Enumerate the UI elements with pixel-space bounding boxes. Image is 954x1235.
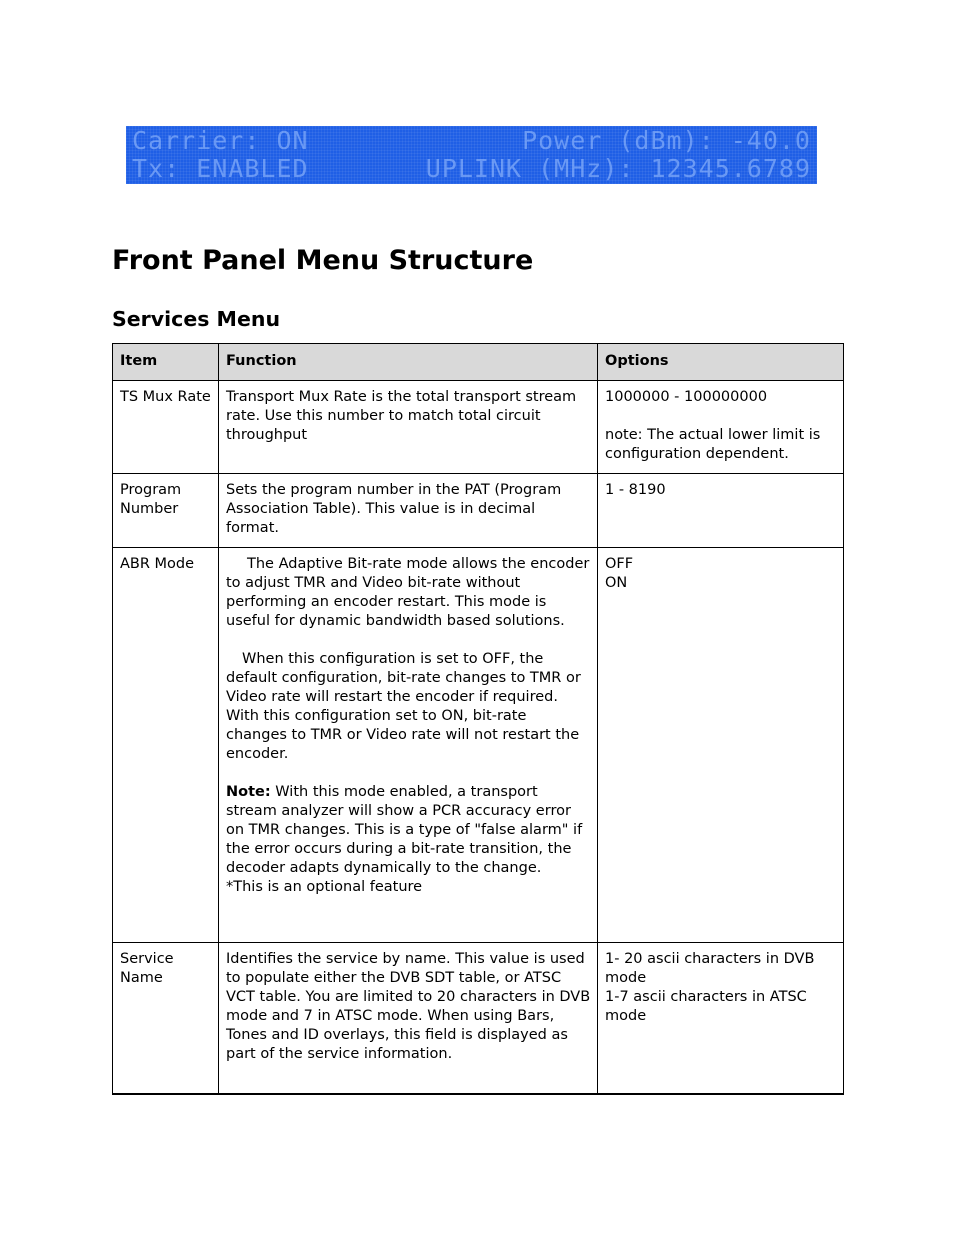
function-paragraph: When this configuration is set to OFF, the default configuration, bit-rate changes to TMR or Video rate will restart the encoder if required. With this configuration set to ON, bit-rate changes to TMR or Video rate will not restart the encoder. [226,651,581,762]
lcd-row-1 [132,127,811,155]
header-function: Function [219,344,598,381]
services-menu-table [112,343,844,1095]
item-cell: TS Mux Rate [113,381,219,474]
options-cell [598,381,844,474]
function-cell: Sets the program number in the PAT (Program Association Table). This value is in decimal format. [219,474,598,548]
section-title: Services Menu [112,307,281,331]
option-range: 1000000 - 100000000 [605,389,768,405]
function-note [226,783,591,878]
lcd-status-display [126,126,817,184]
table-row [113,381,844,474]
lcd-tx-status: Tx: ENABLED [132,155,309,183]
table-row [113,943,844,1094]
note-label: Note: [226,784,271,800]
header-options: Options [598,344,844,381]
option-value: 1-7 ascii characters in ATSC mode [605,989,807,1024]
options-cell [598,474,844,548]
optional-feature-note: *This is an optional feature [226,879,423,895]
option-value: 1- 20 ascii characters in DVB mode [605,951,815,986]
function-paragraph: The Adaptive Bit-rate mode allows the encoder to adjust TMR and Video bit-rate without performing an encoder restart. This mode is useful for dynamic bandwidth based solutions. [226,556,590,629]
option-value: ON [605,575,628,591]
options-cell [598,943,844,1094]
option-note: note: The actual lower limit is configuration dependent. [605,427,821,462]
lcd-row-2 [132,155,811,183]
item-cell: Program Number [113,474,219,548]
lcd-uplink-readout: UPLINK (MHz): 12345.6789 [425,155,811,183]
note-text: With this mode enabled, a transport stream analyzer will show a PCR accuracy error on TMR changes. This is a type of "false alarm" if the error occurs during a bit-rate transition, the decoder adapts dynamically to the change. [226,784,583,876]
table-header-row [113,344,844,381]
header-item: Item [113,344,219,381]
option-range: 1 - 8190 [605,482,666,498]
function-cell: Identifies the service by name. This value is used to populate either the DVB SDT table, or ATSC VCT table. You are limited to 20 characters in DVB mode and 7 in ATSC mode. When using Bars, Tones and ID overlays, this field is displayed as part of the service information. [219,943,598,1094]
lcd-power-readout: Power (dBm): -40.0 [522,127,811,155]
item-cell: Service Name [113,943,219,1094]
table-row [113,548,844,943]
item-cell: ABR Mode [113,548,219,943]
option-value: OFF [605,556,634,572]
page-title: Front Panel Menu Structure [112,245,534,276]
options-cell [598,548,844,943]
table-row [113,474,844,548]
function-cell [219,548,598,943]
function-cell: Transport Mux Rate is the total transport stream rate. Use this number to match total circuit throughput [219,381,598,474]
lcd-carrier-status: Carrier: ON [132,127,309,155]
